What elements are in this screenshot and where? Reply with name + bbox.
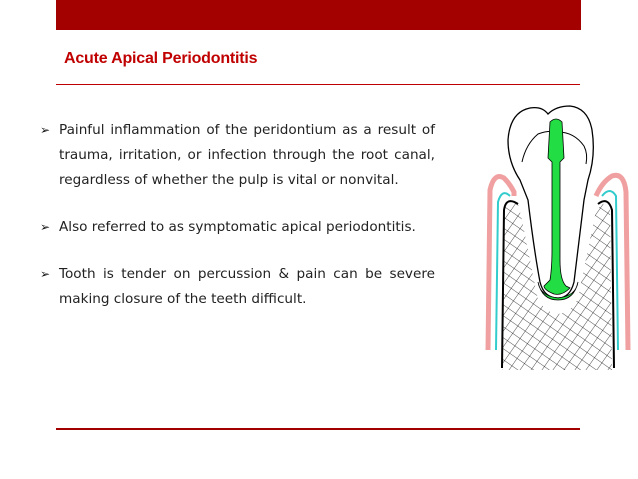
bottom-divider: [56, 428, 580, 430]
arrow-bullet-icon: ➢: [40, 267, 51, 281]
arrow-bullet-icon: ➢: [40, 123, 51, 137]
bullet-item: [40, 262, 435, 312]
top-accent-bar: [56, 0, 581, 30]
slide-title: Acute Apical Periodontitis: [64, 50, 258, 67]
bullet-text: Also referred to as symptomatic apical periodontitis.: [59, 219, 416, 235]
bullet-item: [40, 118, 435, 193]
title-divider: [56, 84, 580, 85]
bullet-text: Tooth is tender on percussion & pain can be severe making closure of the teeth difficult.: [59, 266, 435, 307]
arrow-bullet-icon: ➢: [40, 220, 51, 234]
bullet-text: Painful inflammation of the peridontium as a result of trauma, irritation, or infection through the root canal, regardless of whether the pulp is vital or nonvital.: [59, 122, 435, 188]
bullet-list: [40, 118, 435, 334]
bullet-item: [40, 215, 435, 240]
tooth-diagram: [478, 100, 638, 390]
